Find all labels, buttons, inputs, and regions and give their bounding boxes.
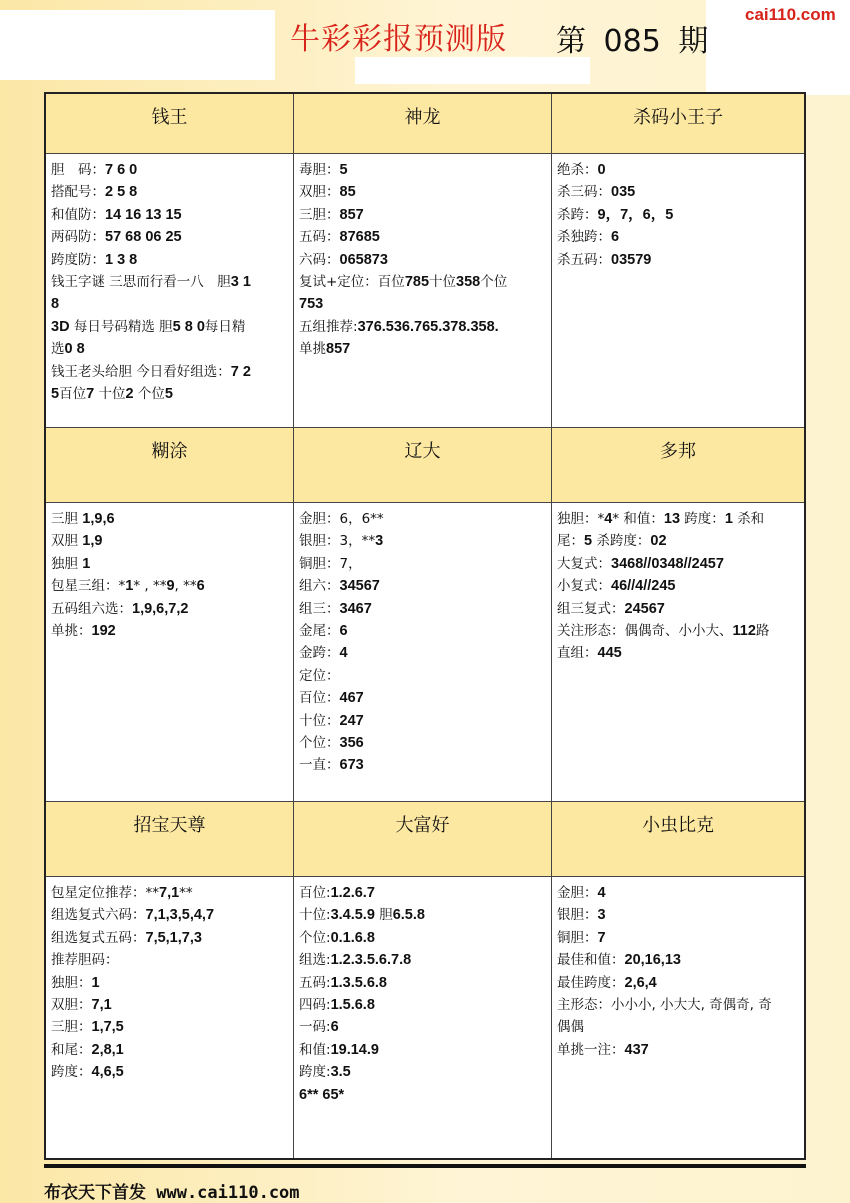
prediction-line xyxy=(299,710,551,732)
prediction-label: 毒胆： xyxy=(299,162,340,178)
prediction-line xyxy=(51,271,293,293)
prediction-line xyxy=(299,226,551,248)
prediction-label: 杀独跨： xyxy=(557,229,611,246)
prediction-label: 五码： xyxy=(299,229,340,246)
prediction-line xyxy=(299,665,551,687)
prediction-number: 4 xyxy=(604,511,613,527)
prediction-number: 9，7，6，5 xyxy=(597,206,674,223)
prediction-line xyxy=(299,316,551,338)
prediction-number: 673 xyxy=(339,757,364,774)
prediction-label: 组选复式五码： xyxy=(51,929,146,946)
prediction-label: 独胆 xyxy=(51,555,83,572)
prediction-label: 四码: xyxy=(299,997,331,1014)
prediction-label: 独胆：* xyxy=(557,511,605,527)
prediction-label: 每日号码精选 胆 xyxy=(69,318,173,335)
prediction-label: 关注形态：偶偶奇、小小大、 xyxy=(557,623,733,640)
prediction-line xyxy=(51,338,293,360)
prediction-line xyxy=(557,249,804,271)
prediction-label: 跨度防： xyxy=(51,251,105,268)
prediction-label: 银胆：3，** xyxy=(299,533,376,550)
prediction-line xyxy=(51,1061,293,1083)
prediction-label: 个位 xyxy=(133,386,165,403)
prediction-number: 753 xyxy=(299,296,324,313)
prediction-label: 一码: xyxy=(299,1019,331,1036)
section-body xyxy=(294,877,552,1158)
prediction-label: 单挑： xyxy=(51,623,92,640)
prediction-label: 组选复式六码： xyxy=(51,907,146,924)
prediction-label: 和尾： xyxy=(51,1041,92,1058)
prediction-number: 1,9,6,7,2 xyxy=(132,600,189,617)
issue-suffix: 期 xyxy=(678,24,709,59)
page-title: 牛彩彩报预测版 xyxy=(290,22,507,57)
section-body xyxy=(552,154,804,428)
prediction-number: 2,8,1 xyxy=(91,1041,124,1058)
prediction-number: 1 3 8 xyxy=(105,251,138,268)
prediction-number: 0.1.6.8 xyxy=(330,929,375,946)
prediction-number: 112 xyxy=(732,623,756,640)
prediction-number: 035 xyxy=(611,184,636,201)
prediction-line xyxy=(299,181,551,203)
prediction-label: 百位: xyxy=(299,885,331,901)
prediction-number: 192 xyxy=(91,623,116,640)
prediction-line xyxy=(299,687,551,709)
prediction-number: 3 1 xyxy=(230,274,251,291)
footer-text: 布衣天下首发 www.cai110.com xyxy=(44,1183,300,1203)
prediction-line xyxy=(51,226,293,248)
prediction-number: 02 xyxy=(650,533,667,550)
prediction-line xyxy=(51,159,293,181)
prediction-number: 6 xyxy=(339,623,348,640)
prediction-label: 三胆： xyxy=(51,1019,92,1036)
prediction-label: 双胆： xyxy=(299,184,340,201)
prediction-number: 3467 xyxy=(339,600,372,617)
prediction-number: 0 8 xyxy=(64,341,85,358)
prediction-label: 杀跨： xyxy=(557,206,598,223)
prediction-line xyxy=(51,1039,293,1061)
prediction-line xyxy=(299,882,551,904)
section-body xyxy=(552,503,804,802)
prediction-line xyxy=(557,972,804,994)
prediction-number: 20,16,13 xyxy=(624,952,681,969)
prediction-number: 467 xyxy=(339,690,364,707)
prediction-line xyxy=(51,530,293,552)
prediction-number: 1.5.6.8 xyxy=(330,997,375,1014)
prediction-number: 247 xyxy=(339,712,364,729)
prediction-number: 7,1 xyxy=(159,885,180,901)
prediction-label: 三胆： xyxy=(299,206,340,223)
prediction-number: 13 xyxy=(663,511,681,527)
prediction-line xyxy=(299,642,551,664)
prediction-label: 铜胆：7， xyxy=(299,555,362,572)
section-body xyxy=(294,503,552,802)
prediction-label: 单挑 xyxy=(299,341,326,358)
prediction-number: 85 xyxy=(339,184,356,201)
prediction-line xyxy=(299,508,551,530)
prediction-label: 大复式： xyxy=(557,555,611,572)
prediction-number: 9 xyxy=(166,578,175,595)
prediction-line xyxy=(299,620,551,642)
prediction-number: 3 xyxy=(597,907,606,924)
prediction-number: 4 xyxy=(597,885,606,901)
prediction-label: 一直： xyxy=(299,757,340,774)
prediction-line xyxy=(557,553,804,575)
prediction-label: 路 xyxy=(755,623,770,640)
prediction-label: 双胆： xyxy=(51,997,92,1014)
prediction-line xyxy=(299,159,551,181)
prediction-label: 组三复式： xyxy=(557,600,625,617)
prediction-line xyxy=(557,159,804,181)
prediction-number: 19.14.9 xyxy=(330,1041,379,1058)
prediction-number: 57 68 06 25 xyxy=(105,229,182,246)
prediction-label: 搭配号： xyxy=(51,184,105,201)
prediction-label: 十位: xyxy=(299,907,331,924)
prediction-number: 34567 xyxy=(339,578,380,595)
prediction-line xyxy=(557,575,804,597)
prediction-label: 钱王老头给胆 今日看好组选： xyxy=(51,363,231,380)
prediction-label: 双胆 xyxy=(51,533,83,550)
prediction-label: 两码防： xyxy=(51,229,105,246)
prediction-line xyxy=(299,754,551,776)
prediction-line xyxy=(51,882,293,904)
prediction-line xyxy=(51,293,293,315)
prediction-number: 7 2 xyxy=(230,363,251,380)
prediction-label: 十位 xyxy=(94,386,126,403)
prediction-label: 十位： xyxy=(299,712,340,729)
prediction-label: 五码: xyxy=(299,974,331,991)
prediction-line xyxy=(557,882,804,904)
site-watermark: cai110.com xyxy=(745,5,836,24)
prediction-line xyxy=(51,249,293,271)
prediction-number: 857 xyxy=(339,206,364,223)
prediction-line xyxy=(51,927,293,949)
prediction-number: 5 xyxy=(51,386,60,403)
blank-panel-left xyxy=(0,10,275,80)
prediction-number: 4 xyxy=(339,645,348,662)
prediction-line xyxy=(299,904,551,926)
prediction-label: 最佳跨度： xyxy=(557,974,625,991)
prediction-number: 6 xyxy=(611,229,620,246)
prediction-line xyxy=(51,972,293,994)
prediction-number: 14 16 13 15 xyxy=(105,206,182,223)
section-title: 钱王 xyxy=(46,94,294,154)
prediction-label: 个位： xyxy=(299,735,340,752)
prediction-number: 87685 xyxy=(339,229,380,246)
blank-panel-mid xyxy=(355,57,590,84)
prediction-label: 跨度： xyxy=(680,511,725,527)
prediction-line xyxy=(557,181,804,203)
prediction-number: 46//4//245 xyxy=(611,578,676,595)
prediction-line xyxy=(51,361,293,383)
prediction-label: 组选: xyxy=(299,952,331,969)
prediction-line xyxy=(51,204,293,226)
prediction-line xyxy=(299,204,551,226)
section-body xyxy=(46,503,294,802)
prediction-line xyxy=(557,1039,804,1061)
prediction-label: 跨度： xyxy=(51,1064,92,1081)
section-body xyxy=(294,154,552,428)
prediction-number: 1 xyxy=(82,555,91,572)
prediction-number: 0 xyxy=(597,162,606,178)
prediction-line xyxy=(299,530,551,552)
prediction-label: 独胆： xyxy=(51,974,92,991)
prediction-label: 金尾： xyxy=(299,623,340,640)
prediction-line xyxy=(299,293,551,315)
prediction-number: 1.2.6.7 xyxy=(330,885,375,901)
prediction-label: 最佳和值： xyxy=(557,952,625,969)
prediction-line xyxy=(51,1016,293,1038)
issue-label xyxy=(556,16,716,60)
section-body xyxy=(46,154,294,428)
prediction-number: 7 6 0 xyxy=(105,162,138,178)
prediction-line xyxy=(299,1084,551,1106)
prediction-line xyxy=(299,598,551,620)
prediction-number: 1.3.5.6.8 xyxy=(330,974,387,991)
prediction-line xyxy=(299,949,551,971)
prediction-label: 五组推荐: xyxy=(299,318,358,335)
prediction-number: 03579 xyxy=(611,251,652,268)
prediction-label: 推荐胆码： xyxy=(51,952,119,969)
prediction-number: 356 xyxy=(339,735,364,752)
prediction-label: 五码组六选： xyxy=(51,600,132,617)
prediction-label: * , ** xyxy=(133,578,167,595)
prediction-line xyxy=(299,1061,551,1083)
prediction-line xyxy=(557,508,804,530)
prediction-number: 1,9,6 xyxy=(82,511,115,527)
prediction-label: 胆 码： xyxy=(51,162,105,178)
section-title: 糊涂 xyxy=(46,428,294,503)
prediction-number: 1 xyxy=(125,578,134,595)
prediction-line xyxy=(557,949,804,971)
prediction-number: 2,6,4 xyxy=(624,974,657,991)
prediction-label: 选 xyxy=(51,341,65,358)
issue-prefix: 第 xyxy=(556,24,586,59)
prediction-line xyxy=(557,927,804,949)
prediction-number: 7,1 xyxy=(91,997,112,1014)
prediction-number: 2 xyxy=(125,386,134,403)
prediction-label: 主形态：小小小, 小大大, 奇偶奇, 奇 xyxy=(557,997,772,1014)
prediction-label: 直组： xyxy=(557,645,598,662)
prediction-number: 7,5,1,7,3 xyxy=(145,929,202,946)
prediction-line xyxy=(557,642,804,664)
prediction-line xyxy=(557,226,804,248)
prediction-line xyxy=(51,949,293,971)
prediction-line xyxy=(299,249,551,271)
prediction-number: 1 xyxy=(724,511,733,527)
prediction-line xyxy=(51,575,293,597)
prediction-label: 个位 xyxy=(480,274,508,291)
prediction-line xyxy=(51,904,293,926)
prediction-label: 金胆： xyxy=(557,885,598,901)
prediction-number: 8 xyxy=(51,296,60,313)
prediction-line xyxy=(299,553,551,575)
prediction-label: 杀跨度： xyxy=(592,533,651,550)
prediction-label: 十位 xyxy=(429,274,457,291)
prediction-line xyxy=(557,620,804,642)
prediction-line xyxy=(51,316,293,338)
prediction-number: 1,9 xyxy=(82,533,103,550)
prediction-line xyxy=(51,598,293,620)
prediction-label: 组三： xyxy=(299,600,340,617)
prediction-line xyxy=(557,994,804,1016)
section-body xyxy=(552,877,804,1158)
prediction-line xyxy=(51,181,293,203)
prediction-number: 6 xyxy=(196,578,205,595)
prediction-number: 6.5.8 xyxy=(392,907,425,924)
prediction-line xyxy=(51,383,293,405)
prediction-label: 小复式： xyxy=(557,578,611,595)
prediction-line xyxy=(51,620,293,642)
prediction-line xyxy=(557,530,804,552)
prediction-label: 杀三码： xyxy=(557,184,611,201)
prediction-label: * 和值： xyxy=(612,511,664,527)
prediction-line xyxy=(557,598,804,620)
section-body xyxy=(46,877,294,1158)
prediction-number: 5 xyxy=(164,386,173,403)
prediction-line xyxy=(299,338,551,360)
prediction-label: ** xyxy=(179,885,193,901)
prediction-label: 百位 xyxy=(59,386,87,403)
prediction-label: 定位： xyxy=(299,667,340,684)
prediction-line xyxy=(299,994,551,1016)
prediction-label: , ** xyxy=(174,578,197,595)
prediction-line xyxy=(299,927,551,949)
prediction-number: 4,6,5 xyxy=(91,1064,124,1081)
prediction-label: 铜胆： xyxy=(557,929,598,946)
prediction-line xyxy=(299,271,551,293)
prediction-number: 6 xyxy=(330,1019,339,1036)
prediction-line xyxy=(299,1039,551,1061)
prediction-label: 银胆： xyxy=(557,907,598,924)
prediction-number: 1 xyxy=(91,974,100,991)
prediction-line xyxy=(557,904,804,926)
prediction-line xyxy=(51,508,293,530)
prediction-label: 百位： xyxy=(299,690,340,707)
prediction-number: 358 xyxy=(456,274,481,291)
prediction-number: 3468//0348//2457 xyxy=(611,555,724,572)
prediction-number: 6** 65* xyxy=(299,1086,345,1103)
prediction-number: 5 xyxy=(339,162,348,178)
prediction-number: 24567 xyxy=(624,600,665,617)
prediction-number: 065873 xyxy=(339,251,388,268)
prediction-grid xyxy=(44,92,806,1160)
prediction-label: 个位: xyxy=(299,929,331,946)
prediction-label: 金跨： xyxy=(299,645,340,662)
prediction-number: 7,1,3,5,4,7 xyxy=(145,907,215,924)
bottom-divider xyxy=(44,1164,806,1168)
prediction-number: 5 8 0 xyxy=(172,318,205,335)
prediction-label: 偶偶 xyxy=(557,1019,584,1036)
prediction-number: 445 xyxy=(597,645,622,662)
prediction-line xyxy=(557,1016,804,1038)
prediction-line xyxy=(299,732,551,754)
prediction-line xyxy=(299,972,551,994)
prediction-label: 包星定位推荐：** xyxy=(51,885,159,901)
section-title: 辽大 xyxy=(294,428,552,503)
prediction-label: 杀五码： xyxy=(557,251,611,268)
prediction-label: 和值防： xyxy=(51,206,105,223)
prediction-label: 组六： xyxy=(299,578,340,595)
section-title: 多邦 xyxy=(552,428,804,503)
prediction-label: 钱王字谜 三思而行看一八 胆 xyxy=(51,274,231,291)
prediction-label: 复试+定位：百位 xyxy=(299,274,405,291)
prediction-line xyxy=(557,204,804,226)
prediction-number: 7 xyxy=(597,929,606,946)
prediction-label: 三胆 xyxy=(51,511,83,527)
section-title: 神龙 xyxy=(294,94,552,154)
section-title: 小虫比克 xyxy=(552,802,804,877)
prediction-label: 尾： xyxy=(557,533,584,550)
prediction-line xyxy=(299,575,551,597)
prediction-label: 包星三组：* xyxy=(51,578,126,595)
prediction-label: 每日精 xyxy=(204,318,246,335)
section-title: 杀码小王子 xyxy=(552,94,804,154)
prediction-label: 单挑一注： xyxy=(557,1041,625,1058)
prediction-number: 3.5 xyxy=(330,1064,351,1081)
prediction-number: 3D xyxy=(51,318,70,335)
prediction-label: 跨度: xyxy=(299,1064,331,1081)
prediction-number: 437 xyxy=(624,1041,649,1058)
prediction-label: 金胆：6，6** xyxy=(299,511,384,527)
prediction-number: 785 xyxy=(404,274,430,291)
section-title: 大富好 xyxy=(294,802,552,877)
prediction-line xyxy=(299,1016,551,1038)
prediction-label: 六码： xyxy=(299,251,340,268)
issue-number: 085 xyxy=(603,24,661,59)
prediction-label: 杀和 xyxy=(732,511,765,527)
prediction-label: 胆 xyxy=(374,907,393,924)
prediction-number: 1,7,5 xyxy=(91,1019,124,1036)
prediction-number: 3 xyxy=(375,533,384,550)
section-title: 招宝天尊 xyxy=(46,802,294,877)
prediction-number: 857 xyxy=(326,341,351,358)
prediction-number: 2 5 8 xyxy=(105,184,138,201)
prediction-number: 376.536.765.378.358. xyxy=(357,318,499,335)
prediction-number: 7 xyxy=(86,386,95,403)
prediction-line xyxy=(51,994,293,1016)
prediction-line xyxy=(51,553,293,575)
prediction-label: 和值: xyxy=(299,1041,331,1058)
prediction-label: 绝杀： xyxy=(557,162,598,178)
prediction-number: 5 xyxy=(584,533,593,550)
prediction-number: 3.4.5.9 xyxy=(330,907,375,924)
prediction-number: 1.2.3.5.6.7.8 xyxy=(330,952,412,969)
